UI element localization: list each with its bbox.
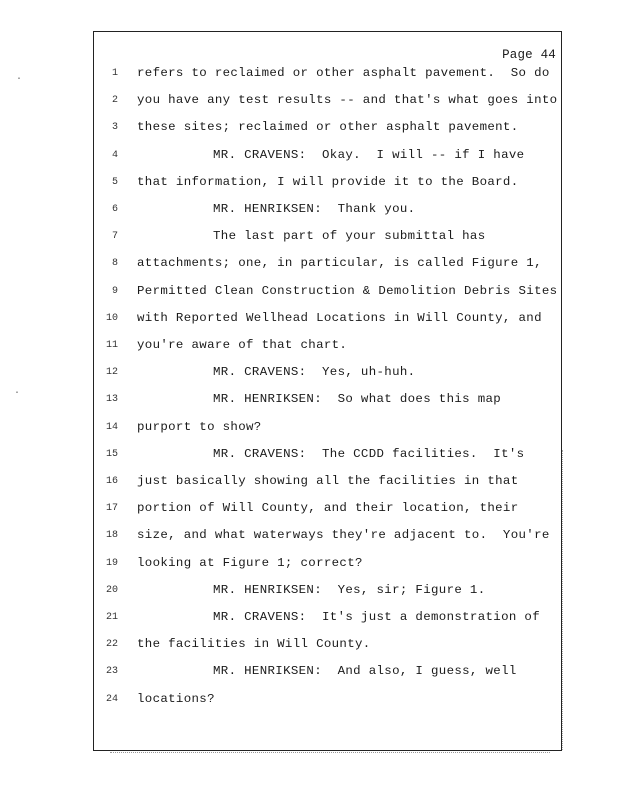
line-text: MR. HENRIKSEN: And also, I guess, well xyxy=(213,664,517,679)
line-number: 11 xyxy=(105,340,118,351)
line-number: 22 xyxy=(105,639,118,651)
line-text: just basically showing all the facilities in that xyxy=(137,474,519,488)
page-number: Page 44 xyxy=(502,48,556,62)
line-number: 15 xyxy=(105,448,118,460)
transcript-line xyxy=(0,147,618,167)
line-number: 16 xyxy=(105,476,118,487)
line-number: 17 xyxy=(105,503,118,515)
line-text: MR. CRAVENS: It's just a demonstration of xyxy=(213,610,540,624)
transcript-line xyxy=(0,174,618,194)
line-text: these sites; reclaimed or other asphalt pavement. xyxy=(137,120,519,135)
line-number: 19 xyxy=(105,557,118,569)
transcript-line xyxy=(0,337,618,357)
line-text: locations? xyxy=(137,691,215,706)
line-number: 1 xyxy=(111,68,118,79)
line-number: 9 xyxy=(111,285,118,297)
transcript-line xyxy=(0,609,618,629)
line-number: 20 xyxy=(105,584,118,596)
line-number: 14 xyxy=(105,421,118,433)
transcript-line xyxy=(0,446,618,466)
line-text: looking at Figure 1; correct? xyxy=(137,555,363,570)
transcript-line xyxy=(0,310,618,330)
line-text: refers to reclaimed or other asphalt pavement. So do xyxy=(137,66,550,80)
line-text: that information, I will provide it to the Board. xyxy=(137,174,519,189)
line-number: 10 xyxy=(105,312,118,324)
line-text: MR. HENRIKSEN: Yes, sir; Figure 1. xyxy=(213,582,486,597)
line-text: you're aware of that chart. xyxy=(137,338,348,352)
margin-mark: · xyxy=(14,388,21,399)
line-text: attachments; one, in particular, is called Figure 1, xyxy=(137,256,542,271)
transcript-line xyxy=(0,500,618,520)
transcript-line xyxy=(0,201,618,221)
line-number: 7 xyxy=(111,231,118,243)
line-text: with Reported Wellhead Locations in Will County, and xyxy=(137,310,542,325)
transcript-line xyxy=(0,582,618,602)
line-number: 4 xyxy=(111,149,118,161)
line-text: The last part of your submittal has xyxy=(213,229,486,244)
line-number: 3 xyxy=(111,122,118,134)
transcript-line xyxy=(0,691,618,711)
line-text: MR. CRAVENS: Yes, uh-huh. xyxy=(213,365,416,380)
line-number: 24 xyxy=(105,693,118,705)
line-text: size, and what waterways they're adjacent to. You're xyxy=(137,528,550,543)
margin-mark: · xyxy=(16,74,23,85)
page-footer-rule xyxy=(110,752,550,753)
transcript-line xyxy=(0,473,618,493)
line-text: Permitted Clean Construction & Demolition Debris Sites xyxy=(137,283,558,298)
transcript-line xyxy=(0,419,618,439)
line-number: 13 xyxy=(105,394,118,406)
line-number: 21 xyxy=(105,612,118,623)
line-number: 6 xyxy=(111,204,118,215)
transcript-line xyxy=(0,663,618,683)
line-text: you have any test results -- and that's what goes into xyxy=(137,93,558,108)
transcript-line xyxy=(0,527,618,547)
transcript-line xyxy=(0,636,618,656)
line-text: portion of Will County, and their location, their xyxy=(137,501,519,516)
line-text: MR. CRAVENS: The CCDD facilities. It's xyxy=(213,446,525,461)
line-number: 18 xyxy=(105,530,118,542)
line-number: 12 xyxy=(105,367,118,379)
line-text: MR. HENRIKSEN: So what does this map xyxy=(213,392,502,407)
transcript-line xyxy=(0,255,618,275)
line-number: 2 xyxy=(111,95,118,107)
line-number: 8 xyxy=(111,258,118,270)
page-edge-rule xyxy=(562,450,563,750)
transcript-line xyxy=(0,92,618,112)
line-text: MR. CRAVENS: Okay. I will -- if I have xyxy=(213,147,525,162)
line-text: MR. HENRIKSEN: Thank you. xyxy=(213,202,416,216)
transcript-line xyxy=(0,555,618,575)
line-text: the facilities in Will County. xyxy=(137,637,371,652)
line-text: purport to show? xyxy=(137,419,262,434)
transcript-line xyxy=(0,119,618,139)
transcript-line xyxy=(0,65,618,85)
line-number: 23 xyxy=(105,666,118,678)
transcript-line xyxy=(0,391,618,411)
transcript-line xyxy=(0,364,618,384)
line-number: 5 xyxy=(111,176,118,188)
transcript-line xyxy=(0,228,618,248)
transcript-line xyxy=(0,283,618,303)
